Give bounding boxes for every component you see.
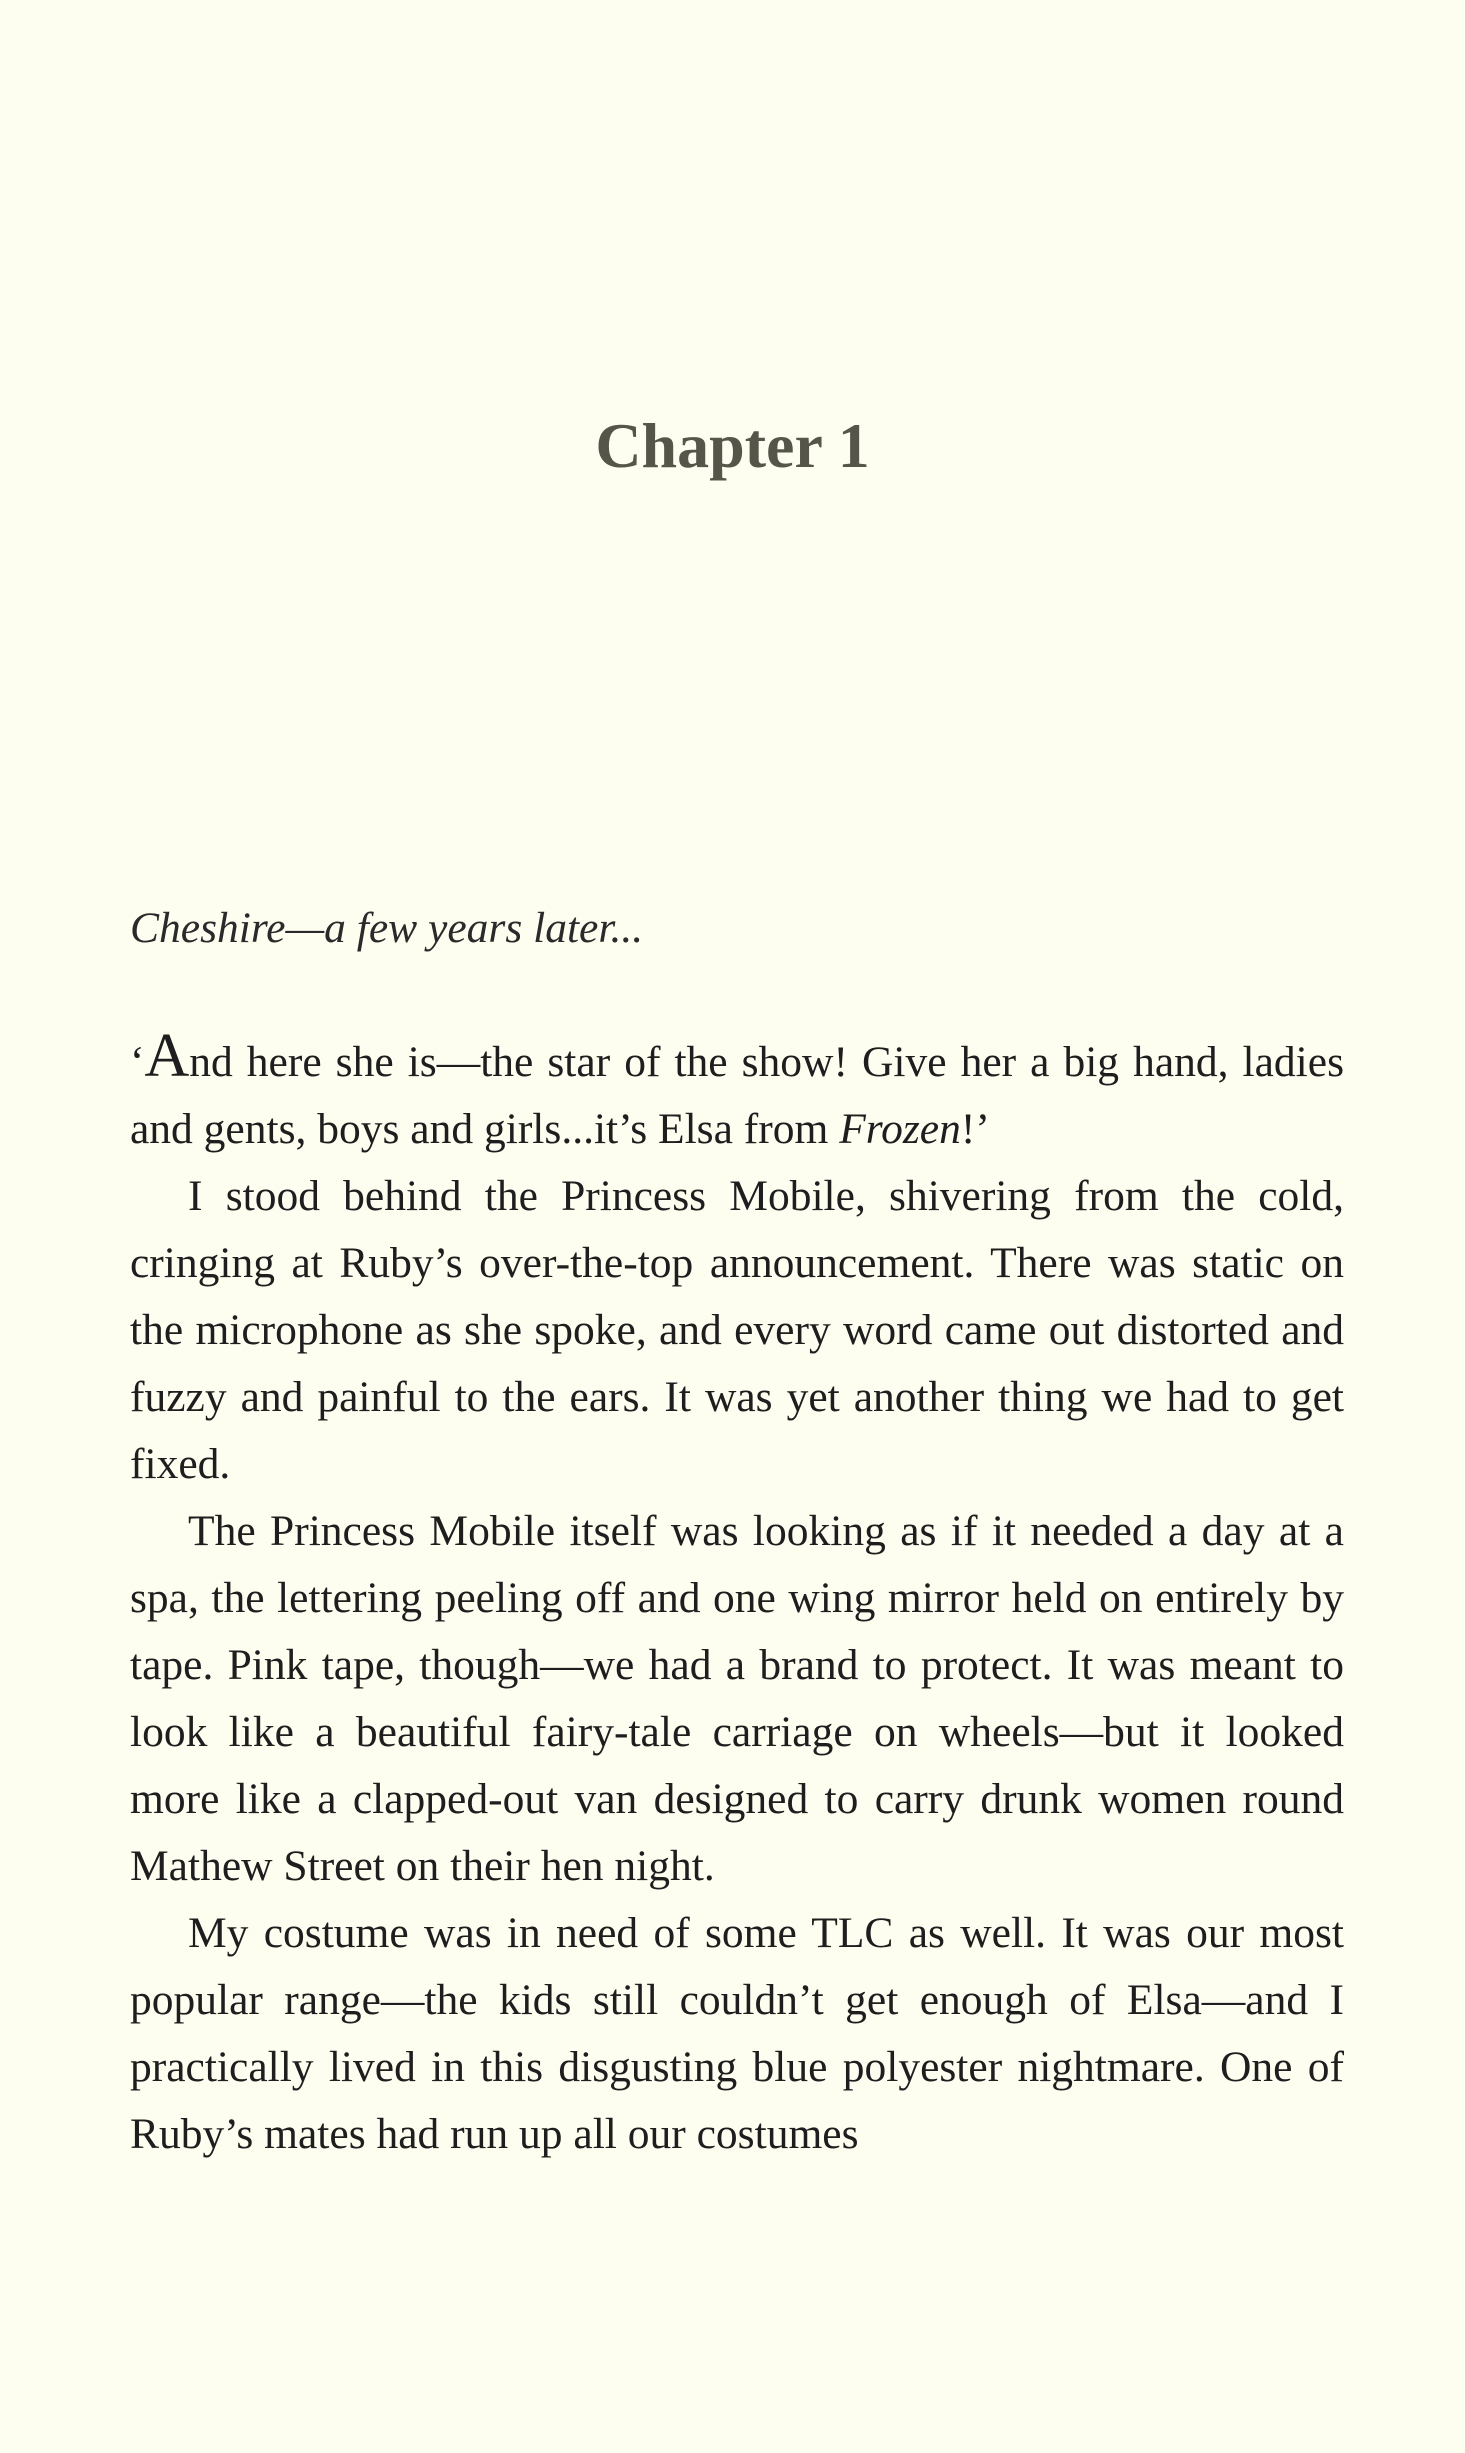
paragraph: The Princess Mobile itself was looking as if it needed a day at a spa, the lettering peeling off and one wing mirror held on entirely by tape. Pink tape, though—we had a brand to protect. It was meant to look like a beautiful fairy-tale carriage on wheels—but it looked more like a clapped-out van designed to carry drunk women round Mathew Street on their hen night. [130,1507,1344,1890]
paragraph: I stood behind the Princess Mobile, shivering from the cold, cringing at Ruby’s over-the-top announcement. There was static on the microphone as she spoke, and every word came out distorted and fuzzy and painful to the ears. It was yet another thing we had to get fixed. [130,1172,1344,1488]
opening-text-end: !’ [960,1105,990,1153]
body-text [130,895,1344,2168]
location-line: Cheshire—a few years later... [130,904,644,952]
section-spacer [130,962,1344,1029]
opening-quote-mark: ‘ [130,1038,145,1086]
chapter-title: Chapter 1 [595,410,870,481]
opening-text: nd here she is—the star of the show! Give her a big hand, ladies and gents, boys and girls...it’s Elsa from [130,1038,1344,1153]
paragraph: My costume was in need of some TLC as well. It was our most popular range—the kids still couldn’t get enough of Elsa—and I practically lived in this disgusting blue polyester nightmare. One of Ruby’s mates had run up all our costumes [130,1909,1344,2158]
opening-italic-title: Frozen [839,1105,961,1153]
drop-cap: A [144,1022,190,1090]
opening-paragraph [130,1022,1344,1163]
